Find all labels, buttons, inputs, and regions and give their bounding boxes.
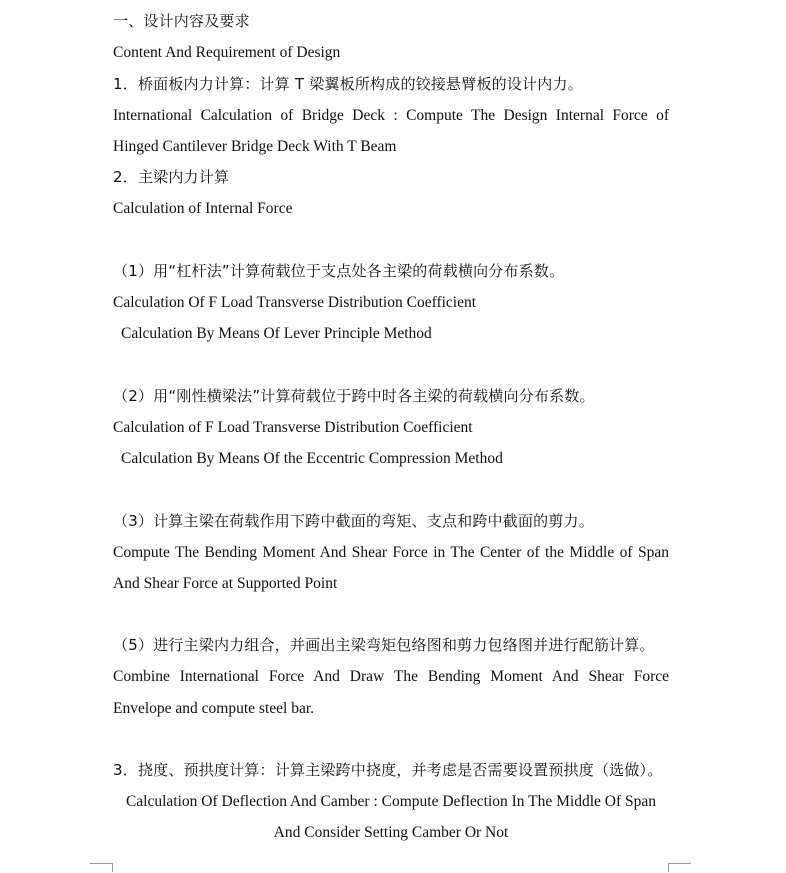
item3-en-line1: Calculation Of Deflection And Camber : Compute Deflection In The Middle Of Span xyxy=(125,793,657,810)
sub3-en-line2: And Shear Force at Supported Point xyxy=(113,575,338,592)
item2-en: Calculation of Internal Force xyxy=(113,200,293,217)
sub3-en-line1: Compute The Bending Moment And Shear Force in The Center of the Middle of Span xyxy=(113,544,669,561)
item2-cn: 2．主梁内力计算 xyxy=(113,168,230,186)
sub5-cn: （5）进行主梁内力组合，并画出主梁弯矩包络图和剪力包络图并进行配筋计算。 xyxy=(113,636,655,654)
sub1-en-line2: Calculation By Means Of Lever Principle Method xyxy=(121,325,432,342)
section-heading-en: Content And Requirement of Design xyxy=(113,44,341,61)
sub2-cn: （2）用“刚性横梁法”计算荷载位于跨中时各主梁的荷载横向分布系数。 xyxy=(113,387,595,405)
sub3-cn: （3）计算主梁在荷载作用下跨中截面的弯矩、支点和跨中截面的剪力。 xyxy=(113,512,594,530)
item3-cn: 3．挠度、预拱度计算：计算主梁跨中挠度，并考虑是否需要设置预拱度（选做）。 xyxy=(113,761,663,779)
item3-en-line2: And Consider Setting Camber Or Not xyxy=(273,824,509,841)
sub2-en-line1: Calculation of F Load Transverse Distribution Coefficient xyxy=(113,419,473,436)
page-corner-mark-left xyxy=(90,863,113,872)
sub1-cn: （1）用“杠杆法”计算荷载位于支点处各主梁的荷载横向分布系数。 xyxy=(113,262,565,280)
item1-en-line2: Hinged Cantilever Bridge Deck With T Beam xyxy=(113,138,397,155)
sub2-en-line2: Calculation By Means Of the Eccentric Compression Method xyxy=(121,450,503,467)
item1-en-line1: International Calculation of Bridge Deck : Compute The Design Internal Force of xyxy=(113,107,669,124)
section-heading-cn: 一、设计内容及要求 xyxy=(113,12,250,30)
sub5-en-line1: Combine International Force And Draw The Bending Moment And Shear Force xyxy=(113,668,669,685)
sub1-en-line1: Calculation Of F Load Transverse Distribution Coefficient xyxy=(113,294,477,311)
sub5-en-line2: Envelope and compute steel bar. xyxy=(113,700,315,717)
page-corner-mark-right xyxy=(668,863,691,872)
item1-cn: 1．桥面板内力计算：计算 T 梁翼板所构成的铰接悬臂板的设计内力。 xyxy=(113,75,583,93)
